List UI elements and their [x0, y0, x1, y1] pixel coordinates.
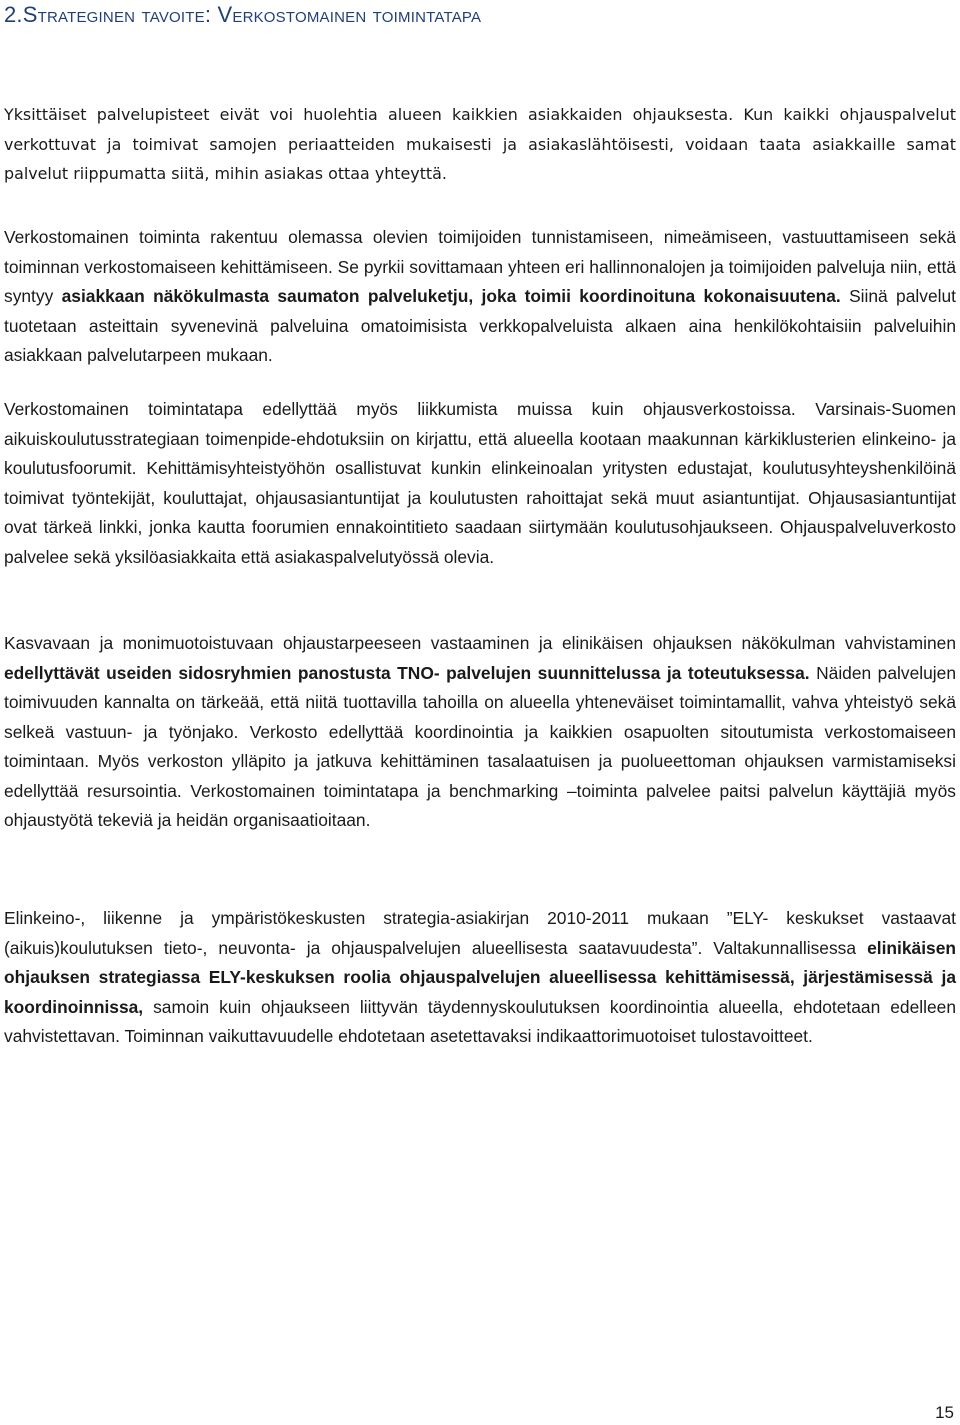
page-number: 15 [935, 1403, 954, 1422]
paragraph-5-bold: elinikäisen ohjauksen strategiassa ELY-keskuksen roolia ohjauspalvelujen alueellisessa kehittämisessä, järjestämisessä ja koordinoinnissa, [4, 937, 956, 1017]
paragraph-5-text-c: samoin kuin ohjaukseen liittyvän täydennyskoulutuksen koordinointia alueella, ehdotetaan edelleen vahvistettavan. Toiminnan vaikuttavuudelle ehdotetaan asetettavaksi indikaattorimuotoiset tulostavoitteet. [4, 996, 956, 1046]
paragraph-2 [4, 223, 956, 371]
paragraph-2-text-c: Siinä palvelut tuotetaan asteittain syvenevinä palveluina omatoimisista verkkopalveluista alkaen aina henkilökohtaisiin palveluihin asiakkaan palvelutarpeen mukaan. [4, 286, 956, 365]
heading-number: 2. [4, 2, 23, 27]
paragraph-3: Verkostomainen toimintatapa edellyttää myös liikkumista muissa kuin ohjausverkostoissa. Varsinais-Suomen aikuiskoulutusstrategiaan toimenpide-ehdotuksiin on kirjattu, että alueella kootaan maakunnan kärkiklusterien elinkeino- ja koulutusfoorumit. Kehittämisyhteistyöhön osallistuvat kunkin elinkeinoalan yritysten edustajat, koulutusyhteyshenkilöinä toimivat työntekijät, kouluttajat, ohjausasiantuntijat ja koulutusten rahoittajat sekä muut asiantuntijat. Ohjausasiantuntijat ovat tärkeä linkki, jonka kautta foorumien ennakointitieto saadaan siirtymään koulutusohjaukseen. Ohjauspalveluverkosto palvelee sekä yksilöasiakkaita että asiakaspalvelutyössä olevia. [4, 399, 956, 567]
paragraph-2-text-a: Verkostomainen toiminta rakentuu olemassa olevien toimijoiden tunnistamiseen, nimeämiseen, vastuuttamiseen sekä toiminnan verkostomaiseen kehittämiseen. Se pyrkii sovittamaan yhteen eri hallinnonalojen ja toimijoiden palveluja niin, että syntyy [4, 227, 956, 306]
heading-word-1: trateginen tavoite [37, 2, 205, 27]
paragraph-4 [4, 629, 956, 836]
paragraph-4-text-c: Näiden palvelujen toimivuuden kannalta on tärkeää, että niitä tuottavilla tahoilla on alueella yhteneväiset toimintamallit, vahva yhteistyö sekä selkeä vastuun- ja työnjako. Verkosto edellyttää koordinointia ja kaikkien osapuolten sitoutumista verkostomaiseen toimintaan. Myös verkoston ylläpito ja jatkuva kehittäminen tasalaatuisen ja puolueettoman ohjauksen varmistamiseksi edellyttää resursointia. Verkostomainen toimintatapa ja benchmarking –toiminta palvelee paitsi palvelun käyttäjiä myös ohjaustyötä tekeviä ja heidän organisaatioitaan. [4, 662, 956, 830]
paragraph-1: Yksittäiset palvelupisteet eivät voi huolehtia alueen kaikkien asiakkaiden ohjauksesta. Kun kaikki ohjauspalvelut verkottuvat ja toimivat samojen periaatteiden mukaisesti ja asiakaslähtöisesti, voidaan taata asiakkaille samat palvelut riippumatta siitä, mihin asiakas ottaa yhteyttä. [4, 105, 956, 183]
paragraph-4-bold: edellyttävät useiden sidosryhmien panostusta TNO- palvelujen suunnittelussa ja toteutuksessa. [4, 662, 810, 683]
heading-word-2: erkostomainen toimintatapa [232, 2, 482, 27]
paragraph-5 [4, 904, 956, 1052]
section-heading [4, 2, 481, 28]
paragraph-4-text-a: Kasvavaan ja monimuotoistuvaan ohjaustarpeeseen vastaaminen ja elinikäisen ohjauksen näkökulman vahvistaminen [4, 633, 956, 653]
heading-initial-1: S [22, 2, 38, 27]
paragraph-5-text-a: Elinkeino-, liikenne ja ympäristökeskusten strategia-asiakirjan 2010-2011 mukaan ”ELY- keskukset vastaavat (aikuis)koulutuksen tieto-, neuvonta- ja ohjauspalvelujen alueellisesta saatavuudesta”. Valtakunnallisessa [4, 908, 956, 958]
heading-colon: : [204, 2, 218, 27]
paragraph-2-bold: asiakkaan näkökulmasta saumaton palveluketju, joka toimii koordinoituna kokonaisuutena. [61, 286, 841, 306]
heading-initial-2: V [217, 2, 233, 27]
